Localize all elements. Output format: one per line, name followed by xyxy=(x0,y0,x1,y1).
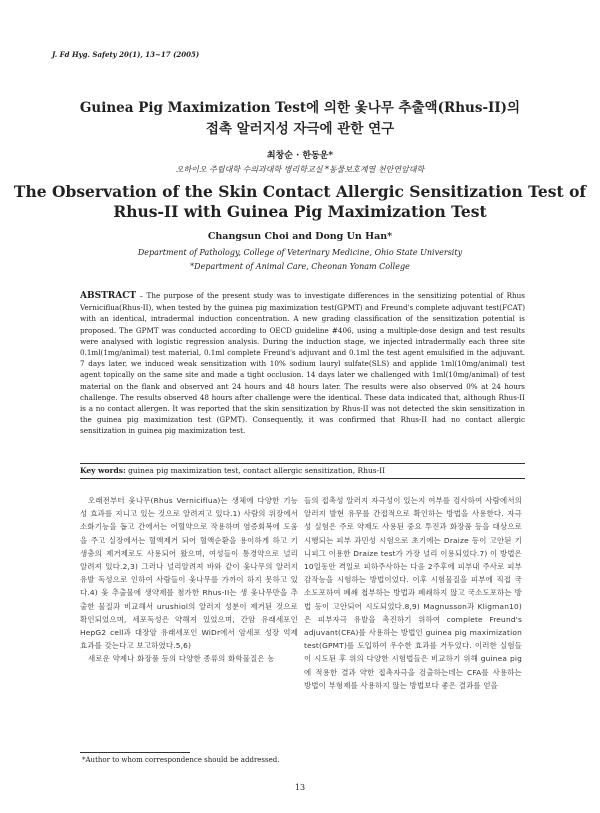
keywords-rule-bottom xyxy=(80,478,525,479)
english-affiliation-1: Department of Pathology, College of Veterinary Medicine, Ohio State University xyxy=(137,248,463,257)
body-column-left xyxy=(80,494,298,666)
body-paragraph: 들의 접촉성 알러지 자극성이 있는지 여부를 검사하여 사람에서의 알러지 발현 유무를 간접적으로 확인하는 방법을 사용한다. 자극성 실험은 주로 약제도 사용된 중요 투진과 화장품 등을 대상으로 시행되는 피부 과민성 시험으로 초기에는 Draize 등이 고안된 기니피그 이용한 Draize test가 가장 널리 이용되었다.7) 이 방법은 10일동안 격일로 피하주사하는 다음 2주후에 피부내 주사로 피부 감작능을 시험하는 방법이었다. 이후 시험물질을 피부에 직접 국소도포하여 폐쇄 첩부하는 방법과 폐쇄하지 않고 국소도포하는 방법 등이 고안되어 시도되었다.8,9) Magnusson과 Kligman10)은 피부자극 유발을 촉진하기 위하여 complete Freund's adjuvant(CFA)를 사용하는 방법인 guinea pig maximization test(GPMT)를 도입하여 우수한 효과를 거두었다. 이러한 실험들이 시도된 후 위의 다양한 시험법들은 비교하기 위해 guinea pig에 적용한 결과 약한 접촉자극을 검출하는데는 CFA를 사용하는 방법이 부형제를 사용하지 않는 방법보다 좋은 결과를 얻을 xyxy=(304,496,522,690)
keywords-label: Key words: xyxy=(80,466,126,475)
english-authors: Changsun Choi and Dong Un Han* xyxy=(207,231,393,242)
abstract xyxy=(80,290,525,437)
body-paragraph: 새로운 약제나 화장품 등의 다양한 종류의 화학물질은 농 xyxy=(88,654,275,664)
abstract-text: – The purpose of the present study was to investigate differences in the sensitizing potential of Rhus Verniciflua(Rhus-II), when tested by the guinea pig maximization test(GPMT) and Freund's complete adjuvant test(FCAT) with an identical, intradermal induction concentration. A new grading classification of the sensitization potential is proposed. The GPMT was conducted according to OECD guideline #406, using a multiple-dose design and test results were analysed with logistic regression analysis. During the induction stage, we injected intradermally each three site 0.1ml(1mg/animal) test material, 0.1ml complete Freund's adjuvant and 0.1ml the test agent emulsified in the adjuvant. 7 days later, we induced weak sensitization with 10% sodium lauryl sulfate(SLS) and applide 1ml(10mg/animal) test agent topically on the same site and made a tight occlusion. 14 days later we challenged with 1ml(10mg/animal) of test material on the flank and observed ant 24 hours and 48 hours later. The results were also observed 0% at 24 hours challenge. The results observed 48 hours after challenge were the identical. These data indicated that, although Rhus-II is a no contact allergen. It was reported that the skin sensitization by Rhus-II was not detected the skin sensitization in the guinea pig maximization test (GPMT). Consequently, it was confirmed that Rhus-II had no contact allergic sensitization in guinea pig maximization test. xyxy=(80,291,525,436)
footnote: *Author to whom correspondence should be addressed. xyxy=(82,756,280,764)
english-title-line2: Rhus-II with Guinea Pig Maximization Test xyxy=(113,202,487,221)
body-column-right xyxy=(304,494,522,692)
abstract-label: ABSTRACT xyxy=(80,291,137,301)
english-affiliation-2: *Department of Animal Care, Cheonan Yonam College xyxy=(190,262,410,271)
korean-affiliation: 오하이오 주립대학 수의과대학 병리학교실 *동물보호계열 천안연암대학 xyxy=(175,165,425,174)
journal-citation: J. Fd Hyg. Safety 20(1), 13~17 (2005) xyxy=(52,50,200,59)
korean-authors: 최창순 · 한동운* xyxy=(266,151,334,161)
english-title xyxy=(0,182,600,222)
footnote-rule xyxy=(80,752,190,753)
keywords-text: guinea pig maximization test, contact allergic sensitization, Rhus-II xyxy=(125,466,386,475)
keywords xyxy=(80,466,525,475)
page-number: 13 xyxy=(294,783,306,792)
english-title-line1: The Observation of the Skin Contact Allergic Sensitization Test of xyxy=(13,182,587,201)
korean-title xyxy=(0,98,600,140)
korean-title-line1: Guinea Pig Maximization Test에 의한 옻나무 추출액(Rhus-II)의 xyxy=(79,100,521,116)
korean-title-line2: 접촉 알러지성 자극에 관한 연구 xyxy=(205,121,395,137)
keywords-rule-top xyxy=(80,463,525,464)
body-paragraph: 오래전부터 옻나무(Rhus Verniciflua)는 생체에 다양한 기능성 효과를 지니고 있는 것으로 알려져고 있다.1) 사람의 위장에서 소화기능을 돕고 간에서는 어혈약으로 작용하며 염증회복에 도움을 주고 실장에서는 혈액제거 되어 혈액순환을 용이하게 하고 기생충의 제거제로도 사용되어 왔으며, 여성들이 통경약으로 널리 알려져 있다.2,3) 그러나 널리알려져 바와 같이 옻나무의 알러지 유발 독성으로 인하여 사람들이 옻나무를 가까이 하지 못하고 있다.4) 옻 추출물에 생약제를 첨가한 Rhus-II는 생 옻나무만을 추출한 물질과 비교해서 urushiol의 알러지 성분이 제거된 것으로 확인되었으며, 세포독성은 약해져 있었으며, 간암 유래세포인 HepG2 cell과 대장암 유래세포인 WiDr에서 암세포 성장 억제 효과를 갖는다고 보고하였다.5,6) xyxy=(80,496,298,651)
